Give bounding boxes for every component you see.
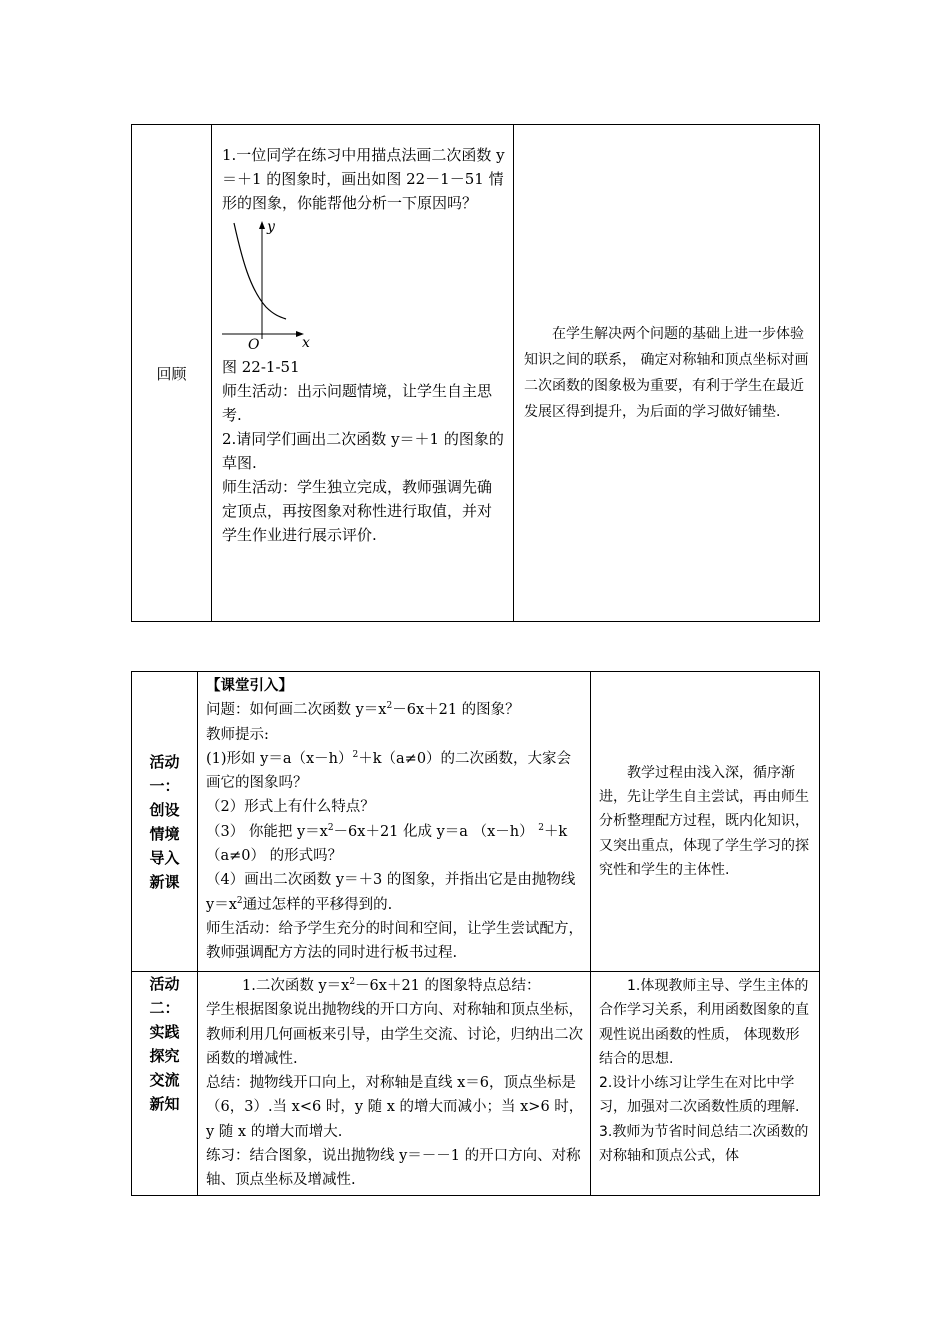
y-label: y [267,219,275,235]
student-work: 学生根据图象说出抛物线的开口方向、对称轴和顶点坐标，教师利用几何画板来引导，由学生交流、讨论，归纳出二次函数的增减性. [206,1002,583,1067]
hint-2: （2）形式上有什么特点？ [206,799,375,816]
x-label: x [302,335,310,351]
hint-4: （4）画出二次函数 y＝＋3 的图象，并指出它是由抛物线 $y=x^2$通过怎样的平移得到的. [206,872,576,913]
question-1: 1.一位同学在练习中用描点法画二次函数 y＝＋1 的图象时，画出如图 22－1－51 情形的图象，你能帮他分析一下原因吗？ [222,146,505,212]
activities-table [131,671,820,1196]
parabola-curve [234,223,286,319]
activity-1-content [198,672,591,972]
review-content [212,125,514,622]
activity-1-row [132,672,820,972]
activity-2-rationale: 1.体现教师主导、学生主体的合作学习关系，利用函数图象的直观性说出函数的性质， 体现数形结合的思想. 2.设计小练习让学生在对比中学习，加强对二次函数性质的理解. 3.教师为节省时间总结二次函数的对称轴和顶点公式，体 [591,972,820,1196]
figure-caption: 图 22-1-51 [222,358,300,376]
exercise: 练习：结合图象，说出抛物线 y＝－－1 的开口方向、对称轴、顶点坐标及增减性. [206,1148,581,1189]
question-2: 2.请同学们画出二次函数 y＝＋1 的图象的草图. [222,430,504,472]
hint-1: (1)形如 $y=a(x-h)^2+k(a\ne 0)$的二次函数，大家会画它的图象吗？ [206,750,572,792]
hint-title: 教师提示: [206,726,269,743]
summary-heading: 1.二次函数 $y=x^2-6x+21$ 的图象特点总结： [242,977,541,994]
hint-3: （3） 你能把 $y=x^2-6x+21$ 化成 y＝a （x－h） $^2$＋k （a≠0） 的形式吗？ [206,822,568,865]
summary: 总结：抛物线开口向上，对称轴是直线 x＝6，顶点坐标是（6，3）.当 x<6 时，y 随 x 的增大而减小；当 x>6 时，y 随 x 的增大而增大. [206,1075,584,1140]
activity-1: 师生活动：出示问题情境，让学生自主思考. [222,382,493,424]
activity-2-row [132,972,820,1196]
parabola-figure [222,219,322,351]
question: 问题：如何画二次函数 $y=x^2-6x+21$ 的图象？ [206,701,520,719]
activity-note: 师生活动：给予学生充分的时间和空间，让学生尝试配方，教师强调配方方法的同时进行板书过程. [206,920,583,962]
review-table [131,124,820,622]
row-label-activity-2: 活动 二： 实践 探究 交流 新知 [132,972,198,1196]
activity-1-rationale: 教学过程由浅入深，循序渐进，先让学生自主尝试，再由师生分析整理配方过程，既内化知识，又突出重点，体现了学生学习的探究性和学生的主体性. [591,672,820,972]
activity-2: 师生活动：学生独立完成，教师强调先确定顶点，再按图象对称性进行取值，并对学生作业进行展示评价. [222,478,493,544]
row-label-review: 回顾 [132,125,212,622]
activity-2-content [198,972,591,1196]
row-label-activity-1: 活动 一： 创设 情境 导入 新课 [132,672,198,972]
review-rationale: 在学生解决两个问题的基础上进一步体验知识之间的联系， 确定对称轴和顶点坐标对画二次函数的图象极为重要，有利于学生在最近发展区得到提升，为后面的学习做好铺垫. [514,125,820,622]
section-heading: 【课堂引入】 [206,677,293,694]
y-axis-arrow [259,221,265,229]
origin-label: O [248,337,260,351]
